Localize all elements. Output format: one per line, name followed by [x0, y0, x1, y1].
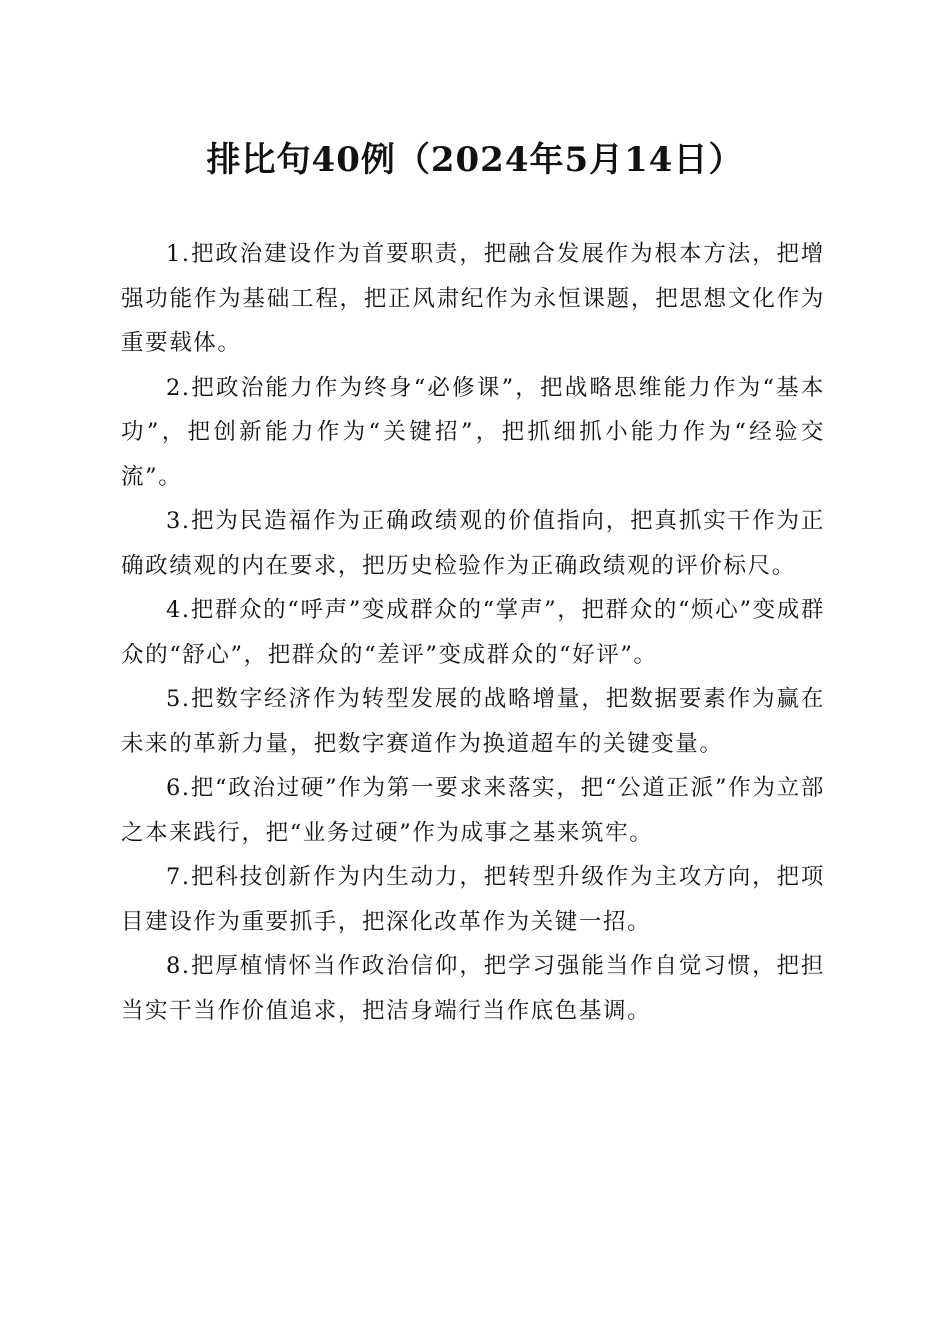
document-title: 排比句40例（2024年5月14日）	[206, 140, 744, 180]
paragraph-3: 3.把为民造福作为正确政绩观的价值指向，把真抓实干作为正确政绩观的内在要求，把历史检验作为正确政绩观的评价标尺。	[121, 508, 825, 579]
paragraph-4: 4.把群众的“呼声”变成群众的“掌声”，把群众的“烦心”变成群众的“舒心”，把群众的“差评”变成群众的“好评”。	[121, 597, 825, 668]
paragraph-5: 5.把数字经济作为转型发展的战略增量，把数据要素作为赢在未来的革新力量，把数字赛道作为换道超车的关键变量。	[121, 686, 825, 757]
paragraph-1: 1.把政治建设作为首要职责，把融合发展作为根本方法，把增强功能作为基础工程，把正风肃纪作为永恒课题，把思想文化作为重要载体。	[121, 241, 825, 356]
paragraph-2: 2.把政治能力作为终身“必修课”，把战略思维能力作为“基本功”，把创新能力作为“关键招”，把抓细抓小能力作为“经验交流”。	[121, 374, 825, 490]
document-body	[121, 232, 825, 1033]
paragraph-6: 6.把“政治过硬”作为第一要求来落实，把“公道正派”作为立部之本来践行，把“业务过硬”作为成事之基来筑牢。	[121, 775, 825, 846]
paragraph-7: 7.把科技创新作为内生动力，把转型升级作为主攻方向，把项目建设作为重要抓手，把深化改革作为关键一招。	[121, 864, 825, 935]
paragraph-8: 8.把厚植情怀当作政治信仰，把学习强能当作自觉习惯，把担当实干当作价值追求，把洁身端行当作底色基调。	[121, 953, 825, 1024]
